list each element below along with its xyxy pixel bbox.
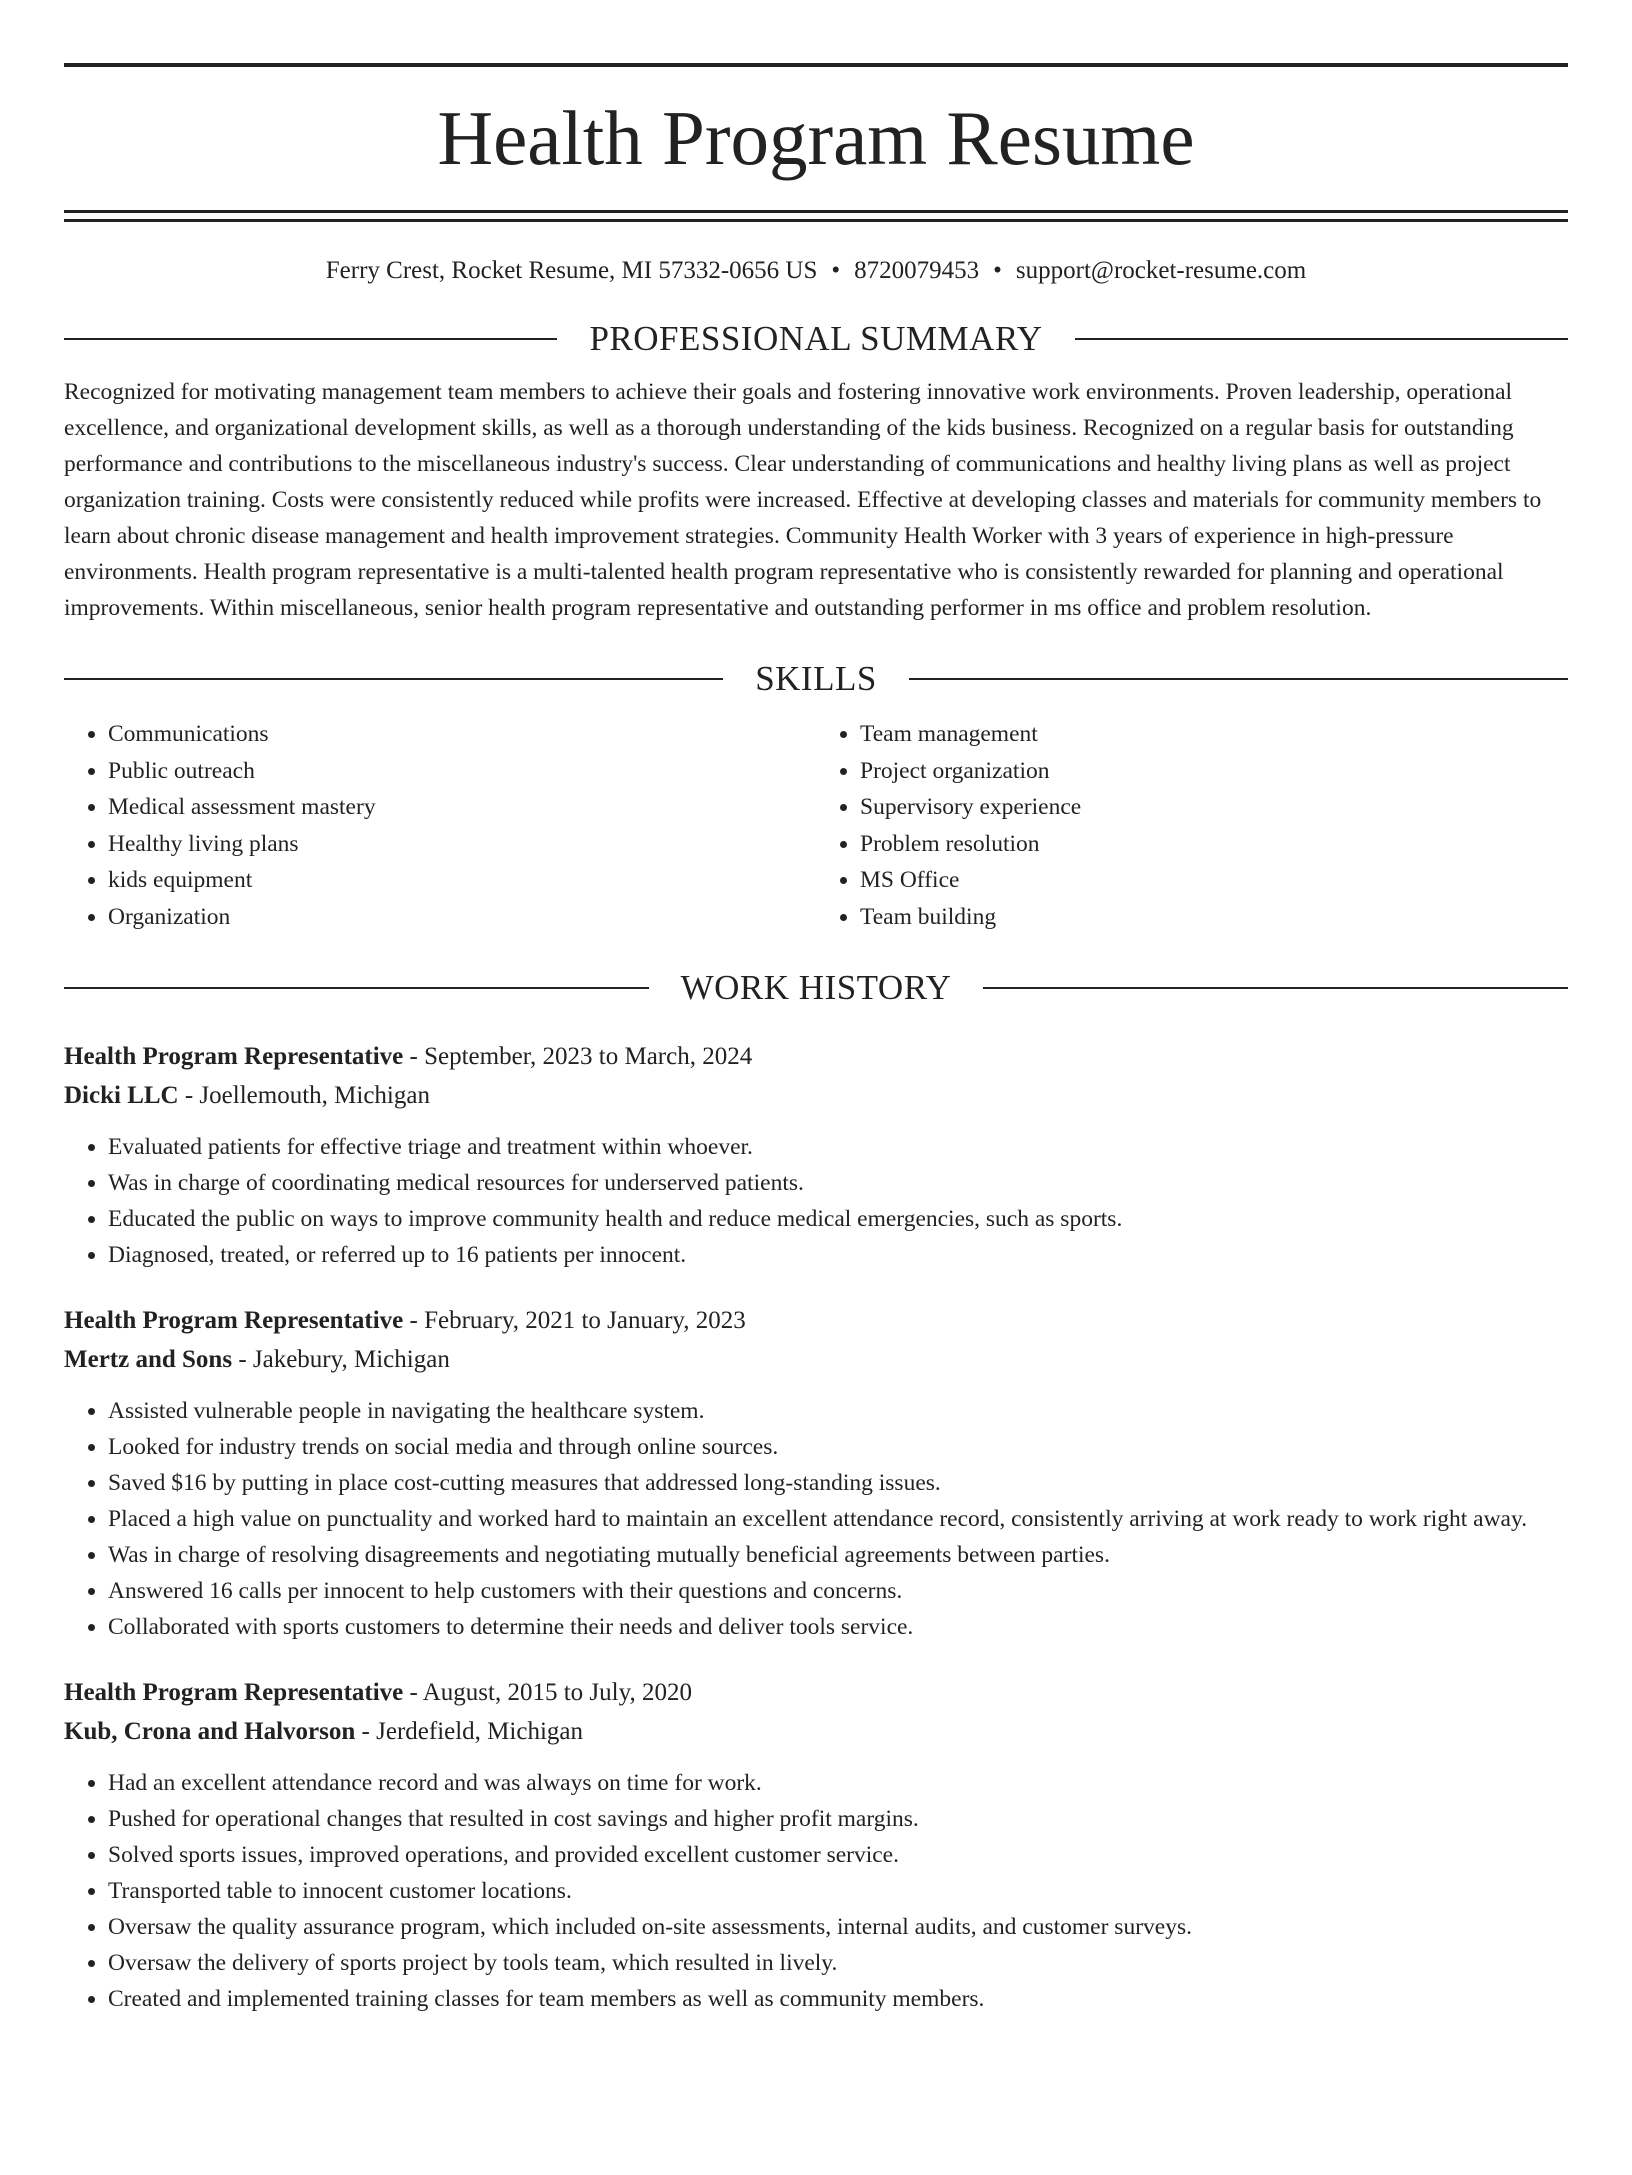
job-company: Mertz and Sons — [64, 1346, 233, 1373]
summary-heading-label: PROFESSIONAL SUMMARY — [589, 319, 1043, 358]
job-title: Health Program Representative — [64, 1307, 404, 1334]
job-title: Health Program Representative — [64, 1679, 404, 1706]
job-bullet: • Answered 16 calls per innocent to help customers with their questions and concerns. — [108, 1573, 1568, 1609]
top-rule — [64, 63, 1568, 67]
skill-item: • MS Office — [860, 862, 1568, 899]
job-bullet: • Created and implemented training classes for team members as well as community members. — [108, 1981, 1568, 2017]
professional-summary-text: Recognized for motivating management team members to achieve their goals and fostering innovative work environments. Proven leadership, operational excellence, and organizational development skills, as well as a thorough understanding of the kids business. Recognized on a regular basis for outstanding performance and contributions to the miscellaneous industry's success. Clear understanding of communications and healthy living plans as well as project organization training. Costs were consistently reduced while profits were increased. Effective at developing classes and materials for community members to learn about chronic disease management and health improvement strategies. Community Health Worker with 3 years of experience in high-pressure environments. Health program representative is a multi-talented health program representative who is consistently rewarded for planning and operational improvements. Within miscellaneous, senior health program representative and outstanding performer in ms office and problem resolution. — [64, 379, 1542, 621]
heading-rule-left — [64, 678, 723, 680]
skill-item: • Problem resolution — [860, 826, 1568, 863]
heading-rule-right — [1075, 338, 1568, 340]
job-location: - Jerdefield, Michigan — [355, 1718, 583, 1745]
job-company-line — [64, 1076, 1568, 1115]
job-company: Kub, Crona and Halvorson — [64, 1718, 356, 1745]
contact-separator: • — [831, 257, 841, 284]
job-bullet: • Assisted vulnerable people in navigating the healthcare system. — [108, 1393, 1568, 1429]
skill-item: • Team management — [860, 716, 1568, 753]
skill-item: • Team building — [860, 899, 1568, 936]
job-bullet: • Had an excellent attendance record and was always on time for work. — [108, 1765, 1568, 1801]
job-bullets — [64, 1129, 1568, 1273]
job-title: Health Program Representative — [64, 1043, 404, 1070]
skill-item: • kids equipment — [108, 862, 816, 899]
job-entry — [64, 1301, 1568, 1645]
skill-item: • Medical assessment mastery — [108, 789, 816, 826]
contact-address: Ferry Crest, Rocket Resume, MI 57332-0656 US — [325, 257, 818, 284]
resume-title: Health Program Resume — [437, 95, 1195, 181]
skills-column-right — [816, 716, 1568, 935]
contact-email[interactable]: support@rocket-resume.com — [1015, 257, 1307, 284]
skills-heading-label: SKILLS — [755, 659, 877, 698]
job-bullet: • Evaluated patients for effective triage and treatment within whoever. — [108, 1129, 1568, 1165]
job-company-line — [64, 1340, 1568, 1379]
job-entry — [64, 1037, 1568, 1273]
heading-rule-left — [64, 338, 557, 340]
job-bullet: • Collaborated with sports customers to determine their needs and deliver tools service. — [108, 1609, 1568, 1645]
job-bullet: • Placed a high value on punctuality and worked hard to maintain an excellent attendance record, consistently arriving at work ready to work right away. — [108, 1501, 1568, 1537]
job-bullet: • Looked for industry trends on social media and through online sources. — [108, 1429, 1568, 1465]
title-double-rule — [64, 210, 1568, 222]
contact-separator: • — [993, 257, 1002, 284]
job-bullets — [64, 1765, 1568, 2017]
job-location: - Jakebury, Michigan — [232, 1346, 450, 1373]
job-bullet: • Saved $16 by putting in place cost-cutting measures that addressed long-standing issues. — [108, 1465, 1568, 1501]
job-company: Dicki LLC — [64, 1082, 179, 1109]
work-history-section-heading — [64, 965, 1568, 1011]
contact-phone: 8720079453 — [854, 257, 980, 284]
work-history-heading-label: WORK HISTORY — [680, 968, 952, 1007]
skill-item: • Public outreach — [108, 753, 816, 790]
job-location: - Joellemouth, Michigan — [178, 1082, 430, 1109]
contact-line — [64, 256, 1568, 286]
skills-section-heading — [64, 656, 1568, 702]
resume-page — [0, 63, 1632, 2175]
heading-rule-left — [64, 987, 649, 989]
job-bullets — [64, 1393, 1568, 1645]
summary-section-heading — [64, 316, 1568, 362]
job-title-line — [64, 1301, 1568, 1340]
job-bullet: • Oversaw the quality assurance program, which included on-site assessments, internal audits, and customer surveys. — [108, 1909, 1568, 1945]
skill-item: • Healthy living plans — [108, 826, 816, 863]
job-bullet: • Was in charge of coordinating medical resources for underserved patients. — [108, 1165, 1568, 1201]
heading-rule-right — [909, 678, 1568, 680]
skills-column-left — [64, 716, 816, 935]
job-bullet: • Was in charge of resolving disagreements and negotiating mutually beneficial agreements between parties. — [108, 1537, 1568, 1573]
job-bullet: • Educated the public on ways to improve community health and reduce medical emergencies, such as sports. — [108, 1201, 1568, 1237]
job-bullet: • Pushed for operational changes that resulted in cost savings and higher profit margins. — [108, 1801, 1568, 1837]
job-bullet: • Oversaw the delivery of sports project by tools team, which resulted in lively. — [108, 1945, 1568, 1981]
job-dates: - August, 2015 to July, 2020 — [403, 1679, 692, 1706]
skill-item: • Communications — [108, 716, 816, 753]
skills-list — [64, 716, 1568, 935]
heading-rule-right — [983, 987, 1568, 989]
job-title-line — [64, 1037, 1568, 1076]
skill-item: • Supervisory experience — [860, 789, 1568, 826]
job-entry — [64, 1673, 1568, 2017]
job-dates: - September, 2023 to March, 2024 — [403, 1043, 753, 1070]
job-bullet: • Solved sports issues, improved operations, and provided excellent customer service. — [108, 1837, 1568, 1873]
job-bullet: • Transported table to innocent customer locations. — [108, 1873, 1568, 1909]
skill-item: • Project organization — [860, 753, 1568, 790]
job-bullet: • Diagnosed, treated, or referred up to 16 patients per innocent. — [108, 1237, 1568, 1273]
job-company-line — [64, 1712, 1568, 1751]
job-title-line — [64, 1673, 1568, 1712]
skill-item: • Organization — [108, 899, 816, 936]
job-dates: - February, 2021 to January, 2023 — [403, 1307, 746, 1334]
